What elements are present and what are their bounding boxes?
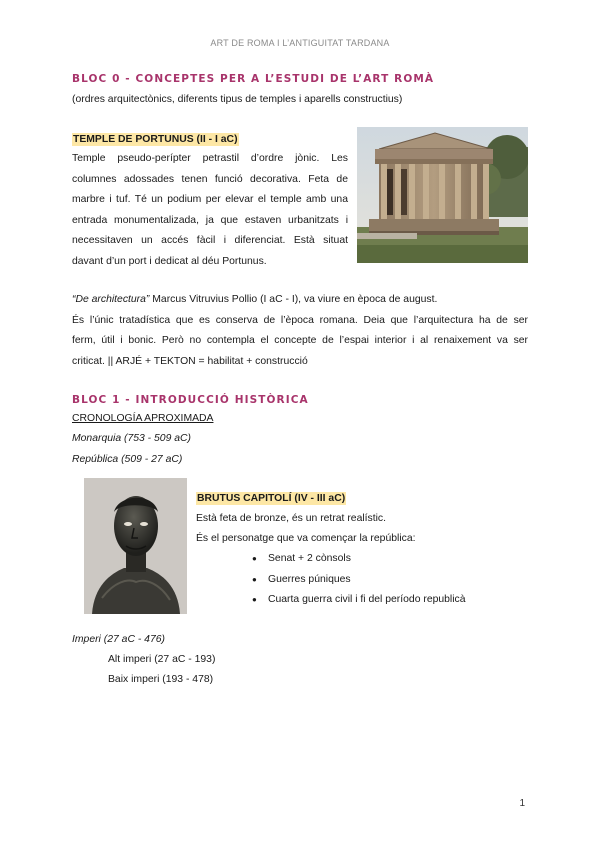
cronologia-heading: CRONOLOGÍA APROXIMADA bbox=[72, 413, 214, 424]
vitruvius-paragraph bbox=[72, 290, 528, 372]
monarquia-period: Monarquia (753 - 509 aC) bbox=[72, 433, 191, 444]
alt-imperi-period: Alt imperi (27 aC - 193) bbox=[108, 654, 216, 665]
temple-heading-line bbox=[72, 130, 239, 151]
running-header: ART DE ROMA I L’ANTIGUITAT TARDANA bbox=[210, 38, 390, 48]
brutus-line-1: Està feta de bronze, és un retrat realístic. bbox=[196, 513, 387, 524]
vitruvius-line-2: És l’únic tratadística que es conserva de l’època romana. Deia que l’arquitectura ha de ser bbox=[72, 314, 528, 326]
de-architectura-title: “De architectura” bbox=[72, 294, 150, 305]
bloc0-title: BLOC 0 - CONCEPTES PER A L’ESTUDI DE L’ART ROMÀ bbox=[72, 73, 435, 85]
brutus-bullet-list bbox=[252, 549, 466, 611]
vitruvius-line-1-rest: Marcus Vitruvius Pollio (I aC - I), va viure en època de august. bbox=[149, 294, 438, 305]
bullet-item: ● Cuarta guerra civil i fi del período republicà bbox=[252, 590, 466, 611]
brutus-line-2: És el personatge que va començar la república: bbox=[196, 533, 416, 544]
temple-line-1: Temple pseudo-perípter petrastil d’ordre jònic. Les bbox=[72, 153, 348, 164]
vitruvius-line-1 bbox=[72, 290, 528, 311]
republica-period: República (509 - 27 aC) bbox=[72, 454, 183, 465]
temple-line-6: davant d’un port i dedicat al déu Portunus. bbox=[72, 255, 267, 267]
brutus-capitoline-photo bbox=[84, 478, 187, 614]
temple-line-3: marbre i tuf. Té un podium per elevar el temple amb una bbox=[72, 194, 348, 205]
temple-of-portunus-photo bbox=[357, 127, 528, 263]
bloc0-subtitle: (ordres arquitectònics, diferents tipus de temples i aparells constructius) bbox=[72, 94, 403, 105]
page-number: 1 bbox=[519, 798, 525, 809]
brutus-heading: BRUTUS CAPITOLÍ (IV - III aC) bbox=[197, 493, 346, 504]
brutus-heading-line bbox=[196, 489, 346, 510]
temple-line-2: columnes adossades tenen funció decorativa. Feta de bbox=[72, 173, 348, 185]
temple-line-4: entrada monumentalizada, ja que estaven urbanitzats i bbox=[72, 214, 348, 226]
temple-heading: TEMPLE DE PORTUNUS (II - I aC) bbox=[73, 134, 238, 145]
vitruvius-line-4: criticat. || ARJÉ + TEKTON = habilitat + construcció bbox=[72, 355, 308, 367]
bullet-item: ● Senat + 2 cònsols bbox=[252, 549, 466, 570]
bloc1-title: BLOC 1 - INTRODUCCIÓ HISTÒRICA bbox=[72, 394, 309, 406]
bullet-item: ● Guerres púniques bbox=[252, 570, 466, 591]
baix-imperi-period: Baix imperi (193 - 478) bbox=[108, 674, 214, 685]
vitruvius-line-3: ferm, útil i bonic. Però no contempla el concepte de l’espai interior i al renaixement va ser bbox=[72, 335, 528, 346]
temple-description bbox=[72, 149, 348, 272]
temple-line-5: necessitaven un accés fàcil i diferenciat. Està situat bbox=[72, 235, 348, 246]
imperi-period: Imperi (27 aC - 476) bbox=[72, 634, 165, 645]
